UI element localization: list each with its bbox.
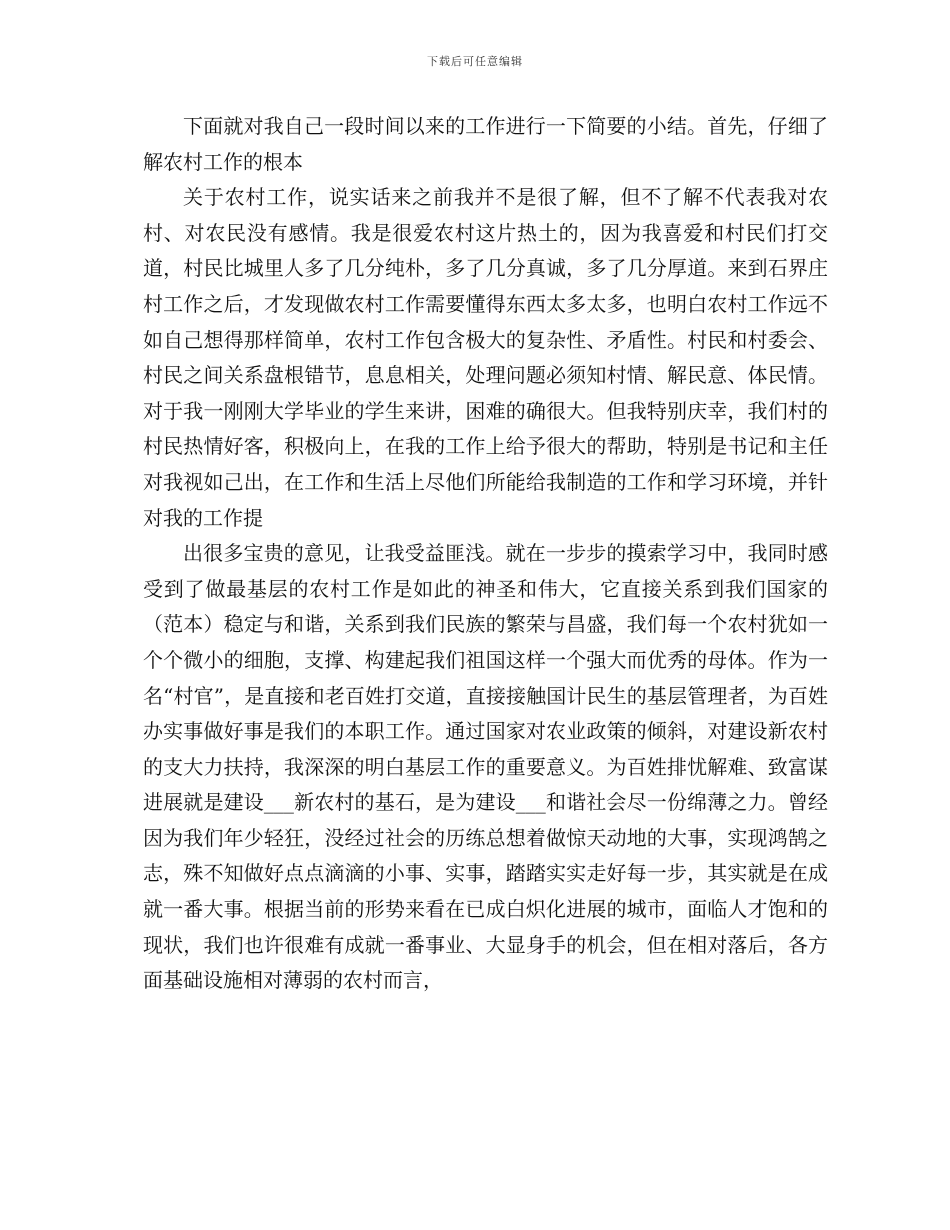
paragraph-3: 出很多宝贵的意见，让我受益匪浅。就在一步步的摸索学习中，我同时感受到了做最基层的农村工作是如此的神圣和伟大，它直接关系到我们国家的（范本）稳定与和谐，关系到我们民族的繁荣与昌盛，我们每一个农村犹如一个个微小的细胞，支撑、构建起我们祖国这样一个强大而优秀的母体。作为一名“村官”，是直接和老百姓打交道，直接接触国计民生的基层管理者，为百姓办实事做好事是我们的本职工作。通过国家对农业政策的倾斜，对建设新农村的支大力扶持，我深深的明白基层工作的重要意义。为百姓排忧解难、致富谋进展就是建设___新农村的基石，是为建设___和谐社会尽一份绵薄之力。曾经因为我们年少轻狂，没经过社会的历练总想着做惊天动地的大事，实现鸿鹄之志，殊不知做好点点滴滴的小事、实事，踏踏实实走好每一步，其实就是在成就一番大事。根据当前的形势来看在已成白炽化进展的城市，面临人才饱和的现状，我们也许很难有成就一番事业、大显身手的机会，但在相对落后，各方面基础设施相对薄弱的农村而言， (143, 541, 828, 993)
page-header: 下载后可任意编辑 (427, 55, 523, 68)
paragraph-1: 下面就对我自己一段时间以来的工作进行一下简要的小结。首先，仔细了解农村工作的根本 (143, 114, 828, 174)
paragraph-2: 关于农村工作，说实话来之前我并不是很了解，但不了解不代表我对农村、对农民没有感情。我是很爱农村这片热土的，因为我喜爱和村民们打交道，村民比城里人多了几分纯朴，多了几分真诚，多了几分厚道。来到石界庄村工作之后，才发现做农村工作需要懂得东西太多太多，也明白农村工作远不如自己想得那样简单，农村工作包含极大的复杂性、矛盾性。村民和村委会、村民之间关系盘根错节，息息相关，处理问题必须知村情、解民意、体民情。对于我一刚刚大学毕业的学生来讲，困难的确很大。但我特别庆幸，我们村的村民热情好客，积极向上，在我的工作上给予很大的帮助，特别是书记和主任对我视如己出，在工作和生活上尽他们所能给我制造的工作和学习环境，并针对我的工作提 (143, 185, 828, 530)
document-body (143, 109, 828, 999)
